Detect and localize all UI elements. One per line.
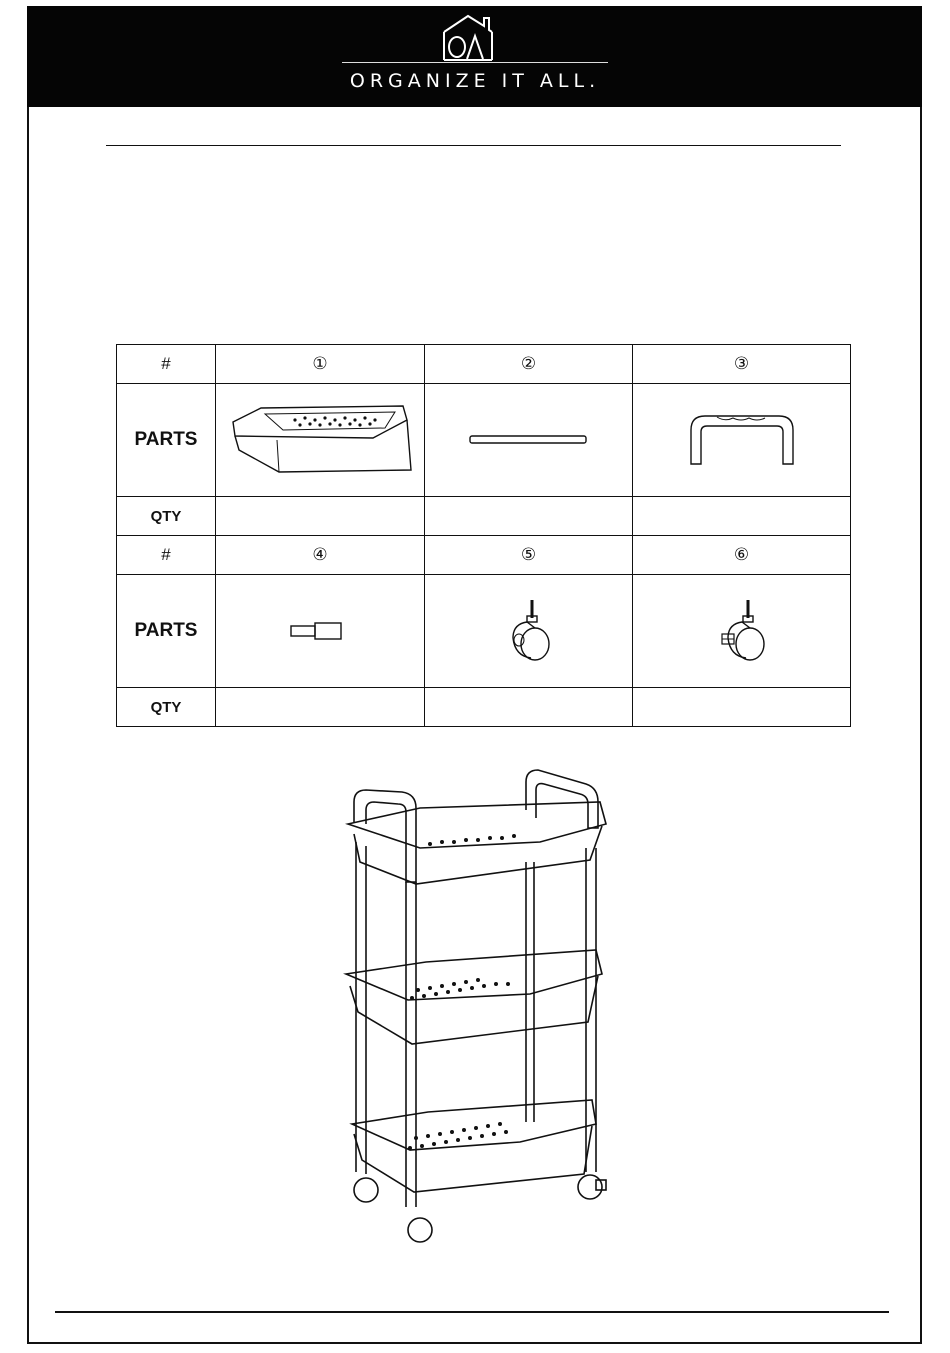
part-cell — [633, 575, 851, 688]
qty-cell — [633, 497, 851, 536]
basket-shelf-icon — [225, 400, 415, 480]
logo-rule — [342, 62, 608, 63]
house-oia-logo-icon — [440, 14, 496, 64]
parts-row — [117, 575, 851, 688]
assembled-rolling-cart-icon — [340, 762, 620, 1252]
hash-label: # — [117, 536, 216, 575]
qty-cell — [425, 497, 633, 536]
handle-icon — [677, 410, 807, 470]
qty-row — [117, 497, 851, 536]
qty-label: QTY — [117, 688, 216, 727]
part-cell — [216, 575, 425, 688]
title-rule — [106, 145, 841, 146]
hash-label: # — [117, 345, 216, 384]
footer-rule — [55, 1311, 889, 1313]
connector-icon — [285, 616, 355, 646]
part-cell — [425, 575, 633, 688]
number-row — [117, 536, 851, 575]
qty-cell — [633, 688, 851, 727]
part-number: ⑤ — [425, 536, 633, 575]
rod-icon — [464, 430, 594, 450]
qty-label: QTY — [117, 497, 216, 536]
qty-cell — [216, 497, 425, 536]
part-cell — [216, 384, 425, 497]
part-cell — [633, 384, 851, 497]
parts-table — [116, 344, 851, 727]
part-number: ① — [216, 345, 425, 384]
part-cell — [425, 384, 633, 497]
locking-caster-wheel-icon — [712, 596, 772, 666]
part-number: ⑥ — [633, 536, 851, 575]
qty-row — [117, 688, 851, 727]
caster-wheel-icon — [499, 596, 559, 666]
part-number: ③ — [633, 345, 851, 384]
brand-name: ORGANIZE IT ALL. — [349, 70, 601, 92]
parts-row — [117, 384, 851, 497]
qty-cell — [425, 688, 633, 727]
part-number: ② — [425, 345, 633, 384]
qty-cell — [216, 688, 425, 727]
part-number: ④ — [216, 536, 425, 575]
parts-label: PARTS — [117, 575, 216, 688]
number-row — [117, 345, 851, 384]
parts-label: PARTS — [117, 384, 216, 497]
